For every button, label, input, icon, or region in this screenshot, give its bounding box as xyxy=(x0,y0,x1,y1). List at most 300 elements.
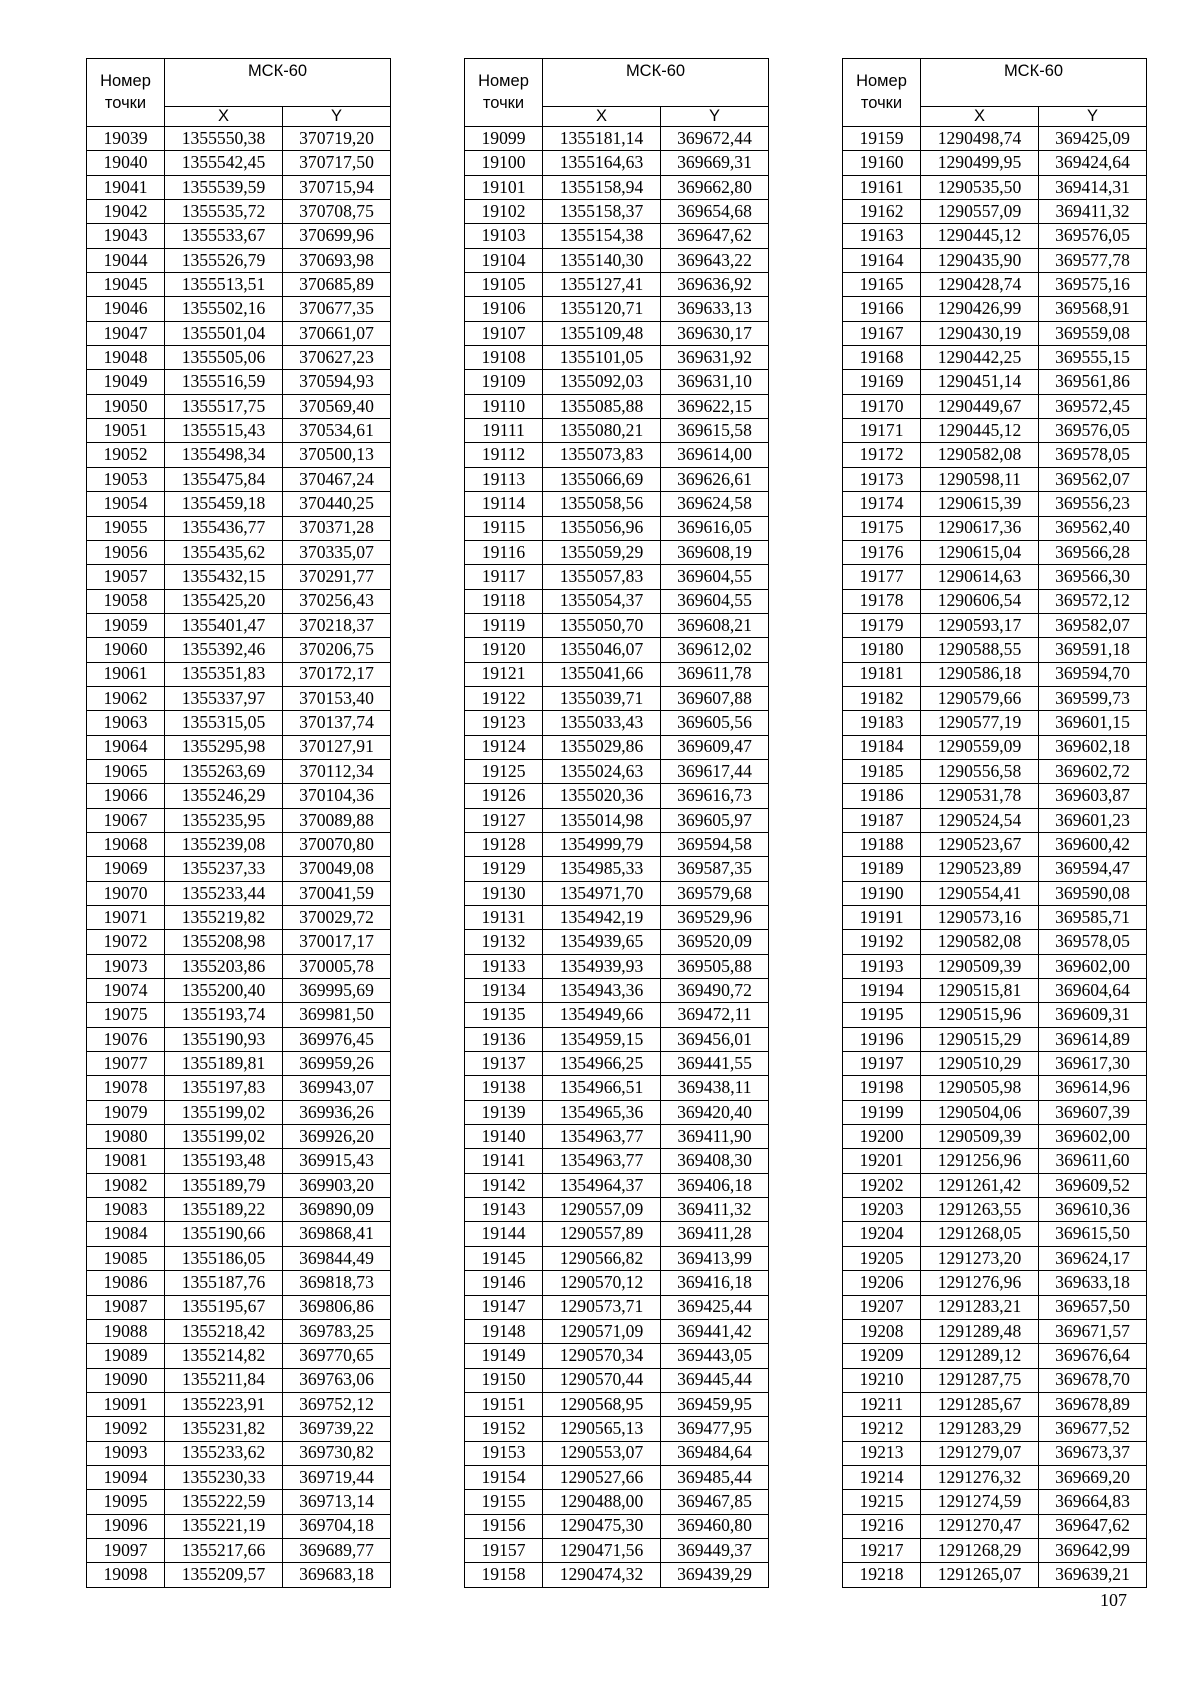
y-coordinate: 369868,41 xyxy=(283,1222,391,1246)
table-row xyxy=(87,686,391,710)
y-coordinate: 369770,65 xyxy=(283,1344,391,1368)
point-number: 19163 xyxy=(843,224,921,248)
y-coordinate: 369591,18 xyxy=(1039,638,1147,662)
y-coordinate: 369604,64 xyxy=(1039,979,1147,1003)
x-coordinate: 1355056,96 xyxy=(543,516,661,540)
y-coordinate: 369671,57 xyxy=(1039,1319,1147,1343)
x-coordinate: 1355181,14 xyxy=(543,127,661,151)
x-coordinate: 1355199,02 xyxy=(165,1100,283,1124)
point-number: 19092 xyxy=(87,1417,165,1441)
y-coordinate: 369484,64 xyxy=(661,1441,769,1465)
point-number: 19151 xyxy=(465,1392,543,1416)
point-number: 19093 xyxy=(87,1441,165,1465)
x-coordinate: 1355436,77 xyxy=(165,516,283,540)
y-coordinate: 370717,50 xyxy=(283,151,391,175)
point-number: 19080 xyxy=(87,1125,165,1149)
point-number: 19127 xyxy=(465,808,543,832)
table-row xyxy=(843,1465,1147,1489)
y-coordinate: 369460,80 xyxy=(661,1514,769,1538)
table-row xyxy=(87,1465,391,1489)
y-coordinate: 369683,18 xyxy=(283,1563,391,1587)
point-number: 19160 xyxy=(843,151,921,175)
y-coordinate: 369587,35 xyxy=(661,857,769,881)
y-coordinate: 369604,55 xyxy=(661,589,769,613)
x-coordinate: 1291274,59 xyxy=(921,1490,1039,1514)
table-row xyxy=(465,516,769,540)
point-number: 19210 xyxy=(843,1368,921,1392)
point-number: 19055 xyxy=(87,516,165,540)
table-row xyxy=(465,857,769,881)
table-row xyxy=(87,248,391,272)
point-number: 19157 xyxy=(465,1538,543,1562)
point-number: 19124 xyxy=(465,735,543,759)
x-coordinate: 1355164,63 xyxy=(543,151,661,175)
table-row xyxy=(465,419,769,443)
table-row xyxy=(843,1392,1147,1416)
table-row xyxy=(87,565,391,589)
table-row xyxy=(843,613,1147,637)
y-coordinate: 369936,26 xyxy=(283,1100,391,1124)
y-coordinate: 370719,20 xyxy=(283,127,391,151)
x-coordinate: 1290510,29 xyxy=(921,1052,1039,1076)
x-coordinate: 1291285,67 xyxy=(921,1392,1039,1416)
table-row xyxy=(465,175,769,199)
table-row xyxy=(465,808,769,832)
x-coordinate: 1290556,58 xyxy=(921,759,1039,783)
table-row xyxy=(465,759,769,783)
table-row xyxy=(465,930,769,954)
point-number: 19140 xyxy=(465,1125,543,1149)
coordinates-table-1 xyxy=(86,58,391,1588)
table-row xyxy=(843,711,1147,735)
table-row xyxy=(843,1295,1147,1319)
x-coordinate: 1355237,33 xyxy=(165,857,283,881)
point-number: 19104 xyxy=(465,248,543,272)
x-coordinate: 1290577,19 xyxy=(921,711,1039,735)
y-coordinate: 369647,62 xyxy=(661,224,769,248)
table-row xyxy=(843,735,1147,759)
x-coordinate: 1291276,32 xyxy=(921,1465,1039,1489)
y-coordinate: 369752,12 xyxy=(283,1392,391,1416)
table-row xyxy=(87,1198,391,1222)
table-row xyxy=(465,735,769,759)
table-row xyxy=(465,1538,769,1562)
table-row xyxy=(843,1100,1147,1124)
table-row xyxy=(465,1465,769,1489)
point-number: 19078 xyxy=(87,1076,165,1100)
y-coordinate: 369609,47 xyxy=(661,735,769,759)
y-coordinate: 369568,91 xyxy=(1039,297,1147,321)
table-row xyxy=(843,1027,1147,1051)
y-coordinate: 369566,30 xyxy=(1039,565,1147,589)
x-coordinate: 1290573,16 xyxy=(921,906,1039,930)
point-number: 19107 xyxy=(465,321,543,345)
y-coordinate: 369713,14 xyxy=(283,1490,391,1514)
y-coordinate: 369441,55 xyxy=(661,1052,769,1076)
table-row xyxy=(87,273,391,297)
x-coordinate: 1290430,19 xyxy=(921,321,1039,345)
x-coordinate: 1290606,54 xyxy=(921,589,1039,613)
x-coordinate: 1355230,33 xyxy=(165,1465,283,1489)
point-number: 19061 xyxy=(87,662,165,686)
point-number: 19188 xyxy=(843,832,921,856)
point-number: 19214 xyxy=(843,1465,921,1489)
y-coordinate: 369636,92 xyxy=(661,273,769,297)
x-coordinate: 1290445,12 xyxy=(921,224,1039,248)
table-row xyxy=(465,1490,769,1514)
point-number: 19148 xyxy=(465,1319,543,1343)
y-coordinate: 369643,22 xyxy=(661,248,769,272)
x-coordinate: 1291287,75 xyxy=(921,1368,1039,1392)
table-row xyxy=(465,784,769,808)
x-coordinate: 1291268,05 xyxy=(921,1222,1039,1246)
table-row xyxy=(87,1149,391,1173)
y-coordinate: 369818,73 xyxy=(283,1271,391,1295)
y-coordinate: 369995,69 xyxy=(283,979,391,1003)
x-coordinate: 1354939,65 xyxy=(543,930,661,954)
table-row xyxy=(465,127,769,151)
point-number: 19095 xyxy=(87,1490,165,1514)
x-coordinate: 1355515,43 xyxy=(165,419,283,443)
y-coordinate: 369604,55 xyxy=(661,565,769,589)
y-coordinate: 369890,09 xyxy=(283,1198,391,1222)
point-number: 19069 xyxy=(87,857,165,881)
table-row xyxy=(87,321,391,345)
x-coordinate: 1290615,39 xyxy=(921,492,1039,516)
point-number: 19103 xyxy=(465,224,543,248)
point-number: 19139 xyxy=(465,1100,543,1124)
point-number: 19183 xyxy=(843,711,921,735)
y-coordinate: 369602,18 xyxy=(1039,735,1147,759)
table-row xyxy=(843,1563,1147,1587)
x-coordinate: 1355024,63 xyxy=(543,759,661,783)
table-row xyxy=(843,1417,1147,1441)
table-row xyxy=(465,1368,769,1392)
table-row xyxy=(87,443,391,467)
table-row xyxy=(87,930,391,954)
point-number: 19162 xyxy=(843,200,921,224)
y-coordinate: 369590,08 xyxy=(1039,881,1147,905)
y-coordinate: 369614,00 xyxy=(661,443,769,467)
table-row xyxy=(843,930,1147,954)
table-row xyxy=(465,906,769,930)
table-row xyxy=(87,1490,391,1514)
table-row xyxy=(87,1344,391,1368)
point-number: 19057 xyxy=(87,565,165,589)
y-coordinate: 369576,05 xyxy=(1039,224,1147,248)
table-row xyxy=(87,1052,391,1076)
x-coordinate: 1355101,05 xyxy=(543,346,661,370)
point-number: 19100 xyxy=(465,151,543,175)
table-row xyxy=(465,200,769,224)
table-row xyxy=(843,394,1147,418)
point-number: 19072 xyxy=(87,930,165,954)
table-row xyxy=(843,1246,1147,1270)
x-coordinate: 1355120,71 xyxy=(543,297,661,321)
x-coordinate: 1355057,83 xyxy=(543,565,661,589)
table-row xyxy=(843,954,1147,978)
header-coordinate-system: МСК-60 xyxy=(543,59,769,107)
table-row xyxy=(87,1003,391,1027)
point-number: 19191 xyxy=(843,906,921,930)
x-coordinate: 1291270,47 xyxy=(921,1514,1039,1538)
x-coordinate: 1355029,86 xyxy=(543,735,661,759)
y-coordinate: 369578,05 xyxy=(1039,930,1147,954)
y-coordinate: 370153,40 xyxy=(283,686,391,710)
y-coordinate: 369608,19 xyxy=(661,540,769,564)
point-number: 19196 xyxy=(843,1027,921,1051)
x-coordinate: 1290442,25 xyxy=(921,346,1039,370)
x-coordinate: 1355223,91 xyxy=(165,1392,283,1416)
y-coordinate: 369903,20 xyxy=(283,1173,391,1197)
y-coordinate: 369594,70 xyxy=(1039,662,1147,686)
table-row xyxy=(843,662,1147,686)
x-coordinate: 1355187,76 xyxy=(165,1271,283,1295)
y-coordinate: 369562,07 xyxy=(1039,467,1147,491)
point-number: 19088 xyxy=(87,1319,165,1343)
x-coordinate: 1290573,71 xyxy=(543,1295,661,1319)
header-y: Y xyxy=(283,107,391,127)
y-coordinate: 369559,08 xyxy=(1039,321,1147,345)
point-number: 19217 xyxy=(843,1538,921,1562)
point-number: 19043 xyxy=(87,224,165,248)
y-coordinate: 369425,09 xyxy=(1039,127,1147,151)
x-coordinate: 1290586,18 xyxy=(921,662,1039,686)
x-coordinate: 1291283,21 xyxy=(921,1295,1039,1319)
point-number: 19133 xyxy=(465,954,543,978)
table-row xyxy=(87,857,391,881)
table-row xyxy=(87,954,391,978)
table-row xyxy=(465,711,769,735)
point-number: 19179 xyxy=(843,613,921,637)
point-number: 19193 xyxy=(843,954,921,978)
y-coordinate: 369472,11 xyxy=(661,1003,769,1027)
x-coordinate: 1290488,00 xyxy=(543,1490,661,1514)
table-row xyxy=(465,1441,769,1465)
x-coordinate: 1355080,21 xyxy=(543,419,661,443)
point-number: 19089 xyxy=(87,1344,165,1368)
table-row xyxy=(843,638,1147,662)
table-row xyxy=(465,1100,769,1124)
x-coordinate: 1354959,15 xyxy=(543,1027,661,1051)
y-coordinate: 369582,07 xyxy=(1039,613,1147,637)
y-coordinate: 369490,72 xyxy=(661,979,769,1003)
table-row xyxy=(87,638,391,662)
x-coordinate: 1290535,50 xyxy=(921,175,1039,199)
x-coordinate: 1290615,04 xyxy=(921,540,1039,564)
y-coordinate: 369631,92 xyxy=(661,346,769,370)
point-number: 19181 xyxy=(843,662,921,686)
point-number: 19184 xyxy=(843,735,921,759)
y-coordinate: 370070,80 xyxy=(283,832,391,856)
point-number: 19138 xyxy=(465,1076,543,1100)
table-row xyxy=(87,1441,391,1465)
x-coordinate: 1355039,71 xyxy=(543,686,661,710)
x-coordinate: 1355214,82 xyxy=(165,1344,283,1368)
table-row xyxy=(843,906,1147,930)
point-number: 19164 xyxy=(843,248,921,272)
table-row xyxy=(843,589,1147,613)
y-coordinate: 370017,17 xyxy=(283,930,391,954)
point-number: 19137 xyxy=(465,1052,543,1076)
y-coordinate: 369626,61 xyxy=(661,467,769,491)
x-coordinate: 1290523,67 xyxy=(921,832,1039,856)
y-coordinate: 369607,88 xyxy=(661,686,769,710)
point-number: 19044 xyxy=(87,248,165,272)
page-number: 107 xyxy=(1100,1590,1127,1610)
y-coordinate: 369411,90 xyxy=(661,1125,769,1149)
y-coordinate: 370685,89 xyxy=(283,273,391,297)
x-coordinate: 1355535,72 xyxy=(165,200,283,224)
x-coordinate: 1290523,89 xyxy=(921,857,1039,881)
point-number: 19118 xyxy=(465,589,543,613)
x-coordinate: 1355533,67 xyxy=(165,224,283,248)
y-coordinate: 369657,50 xyxy=(1039,1295,1147,1319)
y-coordinate: 369622,15 xyxy=(661,394,769,418)
point-number: 19159 xyxy=(843,127,921,151)
y-coordinate: 369739,22 xyxy=(283,1417,391,1441)
y-coordinate: 369662,80 xyxy=(661,175,769,199)
y-coordinate: 369414,31 xyxy=(1039,175,1147,199)
point-number: 19049 xyxy=(87,370,165,394)
table-row xyxy=(843,784,1147,808)
table-row xyxy=(87,906,391,930)
header-y: Y xyxy=(1039,107,1147,127)
table-row xyxy=(465,273,769,297)
x-coordinate: 1355263,69 xyxy=(165,759,283,783)
x-coordinate: 1355539,59 xyxy=(165,175,283,199)
x-coordinate: 1355073,83 xyxy=(543,443,661,467)
table-row xyxy=(87,540,391,564)
y-coordinate: 369529,96 xyxy=(661,906,769,930)
x-coordinate: 1291265,07 xyxy=(921,1563,1039,1587)
x-coordinate: 1355189,79 xyxy=(165,1173,283,1197)
point-number: 19135 xyxy=(465,1003,543,1027)
x-coordinate: 1355501,04 xyxy=(165,321,283,345)
point-number: 19046 xyxy=(87,297,165,321)
x-coordinate: 1290554,41 xyxy=(921,881,1039,905)
y-coordinate: 370371,28 xyxy=(283,516,391,540)
point-number: 19165 xyxy=(843,273,921,297)
point-number: 19213 xyxy=(843,1441,921,1465)
table-row xyxy=(465,346,769,370)
point-number: 19041 xyxy=(87,175,165,199)
x-coordinate: 1290531,78 xyxy=(921,784,1039,808)
y-coordinate: 370049,08 xyxy=(283,857,391,881)
y-coordinate: 369642,99 xyxy=(1039,1538,1147,1562)
y-coordinate: 369413,99 xyxy=(661,1246,769,1270)
table-row xyxy=(843,1173,1147,1197)
point-number: 19123 xyxy=(465,711,543,735)
y-coordinate: 369439,29 xyxy=(661,1563,769,1587)
y-coordinate: 369617,30 xyxy=(1039,1052,1147,1076)
x-coordinate: 1290435,90 xyxy=(921,248,1039,272)
point-number: 19141 xyxy=(465,1149,543,1173)
x-coordinate: 1355425,20 xyxy=(165,589,283,613)
table-row xyxy=(465,613,769,637)
table-row xyxy=(465,1246,769,1270)
y-coordinate: 369408,30 xyxy=(661,1149,769,1173)
table-row xyxy=(87,1392,391,1416)
point-number: 19047 xyxy=(87,321,165,345)
y-coordinate: 370029,72 xyxy=(283,906,391,930)
table-row xyxy=(843,297,1147,321)
y-coordinate: 369572,12 xyxy=(1039,589,1147,613)
table-row xyxy=(843,419,1147,443)
point-number: 19199 xyxy=(843,1100,921,1124)
table-row xyxy=(843,979,1147,1003)
point-number: 19073 xyxy=(87,954,165,978)
table-row xyxy=(465,1417,769,1441)
y-coordinate: 369420,40 xyxy=(661,1100,769,1124)
point-number: 19215 xyxy=(843,1490,921,1514)
y-coordinate: 369615,58 xyxy=(661,419,769,443)
y-coordinate: 370172,17 xyxy=(283,662,391,686)
x-coordinate: 1355054,37 xyxy=(543,589,661,613)
table-row xyxy=(465,979,769,1003)
point-number: 19132 xyxy=(465,930,543,954)
point-number: 19153 xyxy=(465,1441,543,1465)
x-coordinate: 1290471,56 xyxy=(543,1538,661,1562)
y-coordinate: 369443,05 xyxy=(661,1344,769,1368)
y-coordinate: 369459,95 xyxy=(661,1392,769,1416)
x-coordinate: 1355295,98 xyxy=(165,735,283,759)
table-row xyxy=(843,808,1147,832)
point-number: 19097 xyxy=(87,1538,165,1562)
y-coordinate: 369609,52 xyxy=(1039,1173,1147,1197)
table-row xyxy=(843,1319,1147,1343)
table-row xyxy=(843,224,1147,248)
point-number: 19197 xyxy=(843,1052,921,1076)
point-number: 19108 xyxy=(465,346,543,370)
x-coordinate: 1354963,77 xyxy=(543,1125,661,1149)
y-coordinate: 369647,62 xyxy=(1039,1514,1147,1538)
point-number: 19096 xyxy=(87,1514,165,1538)
table-row xyxy=(87,735,391,759)
table-row xyxy=(87,662,391,686)
y-coordinate: 369576,05 xyxy=(1039,419,1147,443)
point-number: 19202 xyxy=(843,1173,921,1197)
y-coordinate: 369616,73 xyxy=(661,784,769,808)
y-coordinate: 369575,16 xyxy=(1039,273,1147,297)
x-coordinate: 1290524,54 xyxy=(921,808,1039,832)
table-row xyxy=(465,1198,769,1222)
table-row xyxy=(465,297,769,321)
y-coordinate: 369520,09 xyxy=(661,930,769,954)
point-number: 19134 xyxy=(465,979,543,1003)
y-coordinate: 370661,07 xyxy=(283,321,391,345)
y-coordinate: 370206,75 xyxy=(283,638,391,662)
y-coordinate: 369926,20 xyxy=(283,1125,391,1149)
table-row xyxy=(87,1271,391,1295)
point-number: 19172 xyxy=(843,443,921,467)
table-row xyxy=(843,1198,1147,1222)
x-coordinate: 1355542,45 xyxy=(165,151,283,175)
table-row xyxy=(87,370,391,394)
point-number: 19190 xyxy=(843,881,921,905)
point-number: 19119 xyxy=(465,613,543,637)
table-row xyxy=(843,248,1147,272)
x-coordinate: 1291289,12 xyxy=(921,1344,1039,1368)
point-number: 19207 xyxy=(843,1295,921,1319)
table-row xyxy=(465,589,769,613)
x-coordinate: 1354966,51 xyxy=(543,1076,661,1100)
x-coordinate: 1355218,42 xyxy=(165,1319,283,1343)
table-row xyxy=(843,151,1147,175)
x-coordinate: 1290475,30 xyxy=(543,1514,661,1538)
x-coordinate: 1355154,38 xyxy=(543,224,661,248)
x-coordinate: 1290498,74 xyxy=(921,127,1039,151)
